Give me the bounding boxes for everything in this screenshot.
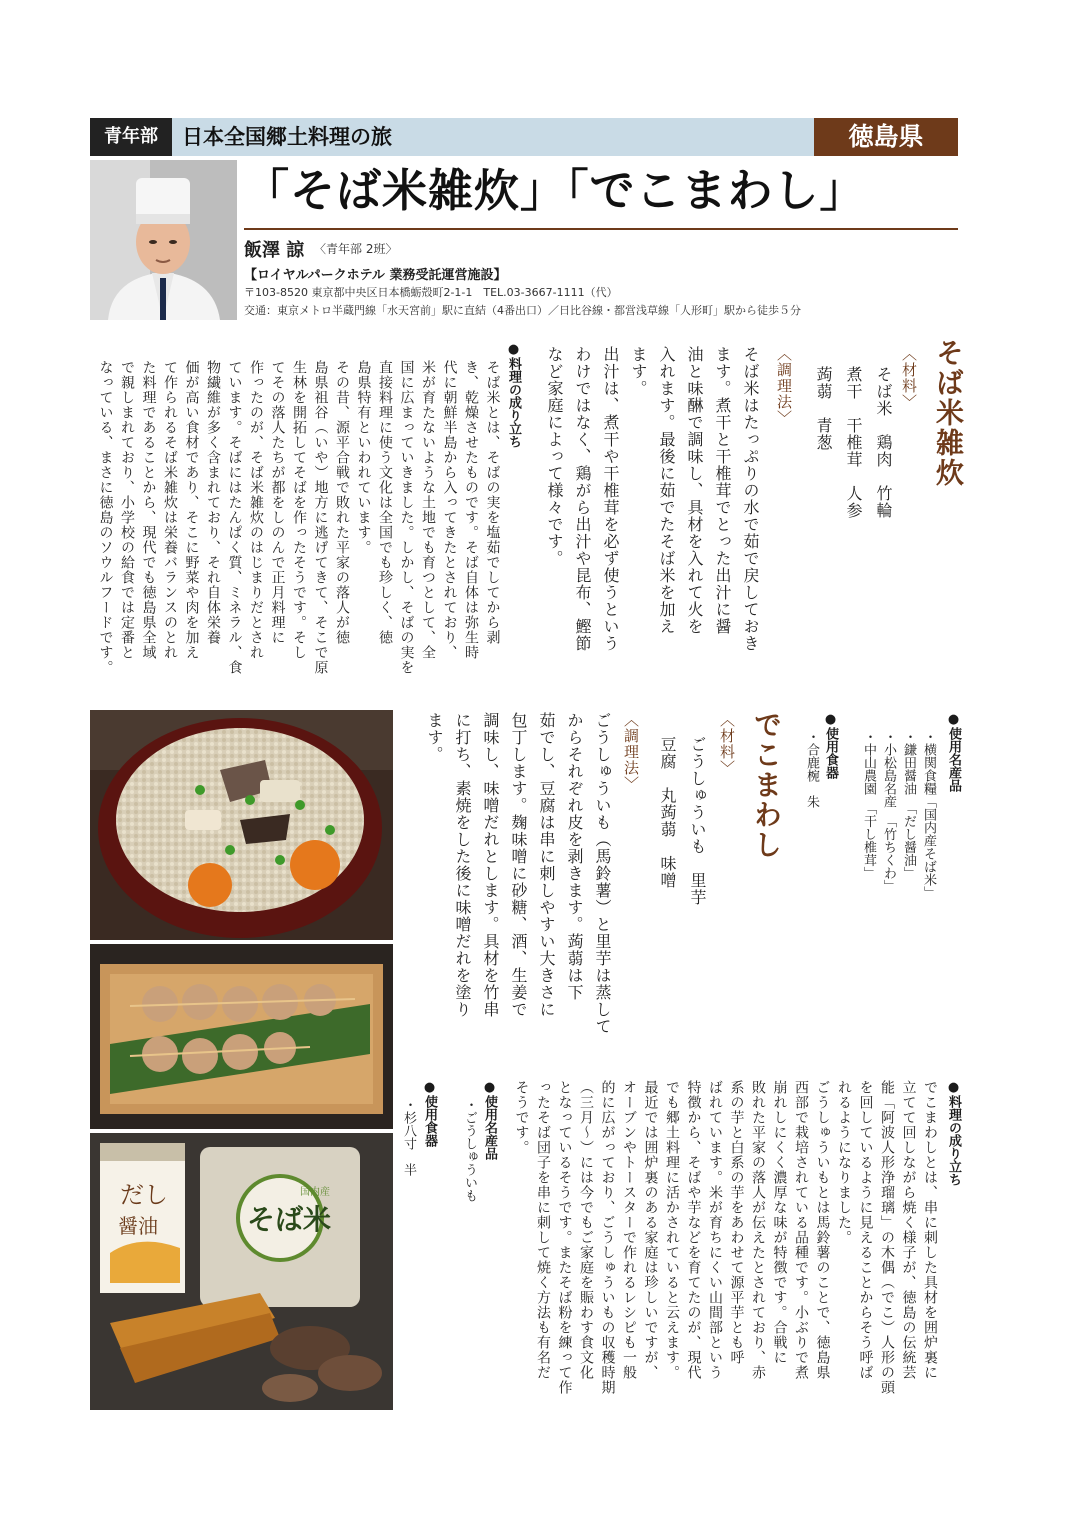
soba-method-line: ます。 <box>629 346 648 397</box>
deko-method-line: ます。 <box>425 712 444 763</box>
deko-materials-head: 〈材料〉 <box>718 712 736 776</box>
soba-origin <box>94 360 503 692</box>
soba-origin-line: で親しまれており、小学校の給食では定番と <box>119 360 135 660</box>
author-group: 〈青年部 2班〉 <box>314 242 398 256</box>
soba-method-line: そば米はたっぷりの水で茹で戻しておき <box>741 346 760 652</box>
deko-method-line: に打ち、素焼をした後に味噌だれを塗り <box>453 712 472 1018</box>
deko-origin-line: となっているそうです。またそば粉を練って作 <box>556 1080 573 1395</box>
deko-origin-line: 立てて回しながら焼く様子が、徳島の伝統芸 <box>900 1080 917 1380</box>
deko-dish-title: でこまわし <box>750 710 783 860</box>
soba-tableware-head: ●使用食器 <box>823 712 838 779</box>
deko-method-head: 〈調理法〉 <box>622 712 640 792</box>
soba-origin-line: 価が高い食材であり、そこに野菜や肉を加え <box>183 360 200 660</box>
soba-product-item: ・小松島名産 「竹ちくわ」 <box>881 730 896 893</box>
deko-origin-line: を回しているように見えることからそう呼ば <box>857 1080 874 1380</box>
soba-method-head: 〈調理法〉 <box>775 346 793 426</box>
soba-material-line: 蒟蒻 青葱 <box>814 366 833 451</box>
deko-origin-line: 崩れしにくく濃厚な味が特徴です。合戦に <box>771 1080 788 1365</box>
soba-method-line: 出汁は、煮干や干椎茸を必ず使うという <box>601 346 620 652</box>
deko-origin-line: ったそば団子を串に刺して焼く方法も有名だ <box>535 1080 551 1380</box>
soba-tableware-item: ・合鹿椀 朱 <box>804 730 819 808</box>
chef-portrait <box>90 160 237 320</box>
deko-method-line: 調味し、味噌だれとします。具材を竹串 <box>481 712 500 1018</box>
deko-origin-line: 最近では囲炉裏のある家庭は珍しいですが、 <box>642 1080 659 1380</box>
access-info: 交通：東京メトロ半蔵門線「水天宮前」駅に直結（4番出口）／日比谷線・都営浅草線「人形町」駅から徒歩５分 <box>244 304 801 317</box>
soba-origin-head: ●料理の成り立ち <box>506 342 521 448</box>
sobamai-label: そば米 <box>247 1205 332 1236</box>
soba-materials-head: 〈材料〉 <box>900 346 918 410</box>
soba-origin-line: 国に広まっていきました。しかし、そばの実を <box>398 360 415 675</box>
deko-origin-line: れるようになりました。 <box>836 1080 852 1245</box>
deko-origin-line: でも郷土料理に活かされていると云えます。 <box>664 1080 680 1380</box>
page-title: 「そば米雑炊」「でこまわし」 <box>244 164 866 217</box>
soba-method-line: 入れます。最後に茹でたそば米を加え <box>657 346 676 635</box>
deko-method-line: 包丁します。麹味噌に砂糖、酒、生姜で <box>509 712 528 1018</box>
soba-origin-line: て作られるそば米雑炊は栄養バランスのとれ <box>162 360 178 660</box>
soba-method-line: ます。煮干と干椎茸でとった出汁に醤 <box>713 346 732 635</box>
soba-method <box>540 346 764 691</box>
deko-tableware-item: ・杉八寸 半 <box>401 1098 416 1176</box>
soba-origin-line: なっている、まさに徳島のソウルフードです。 <box>97 360 114 675</box>
soba-materials <box>808 366 898 666</box>
soba-method-line: など家庭によって様々です。 <box>545 346 564 567</box>
soba-tableware <box>801 730 821 840</box>
deko-origin-line: （三月〜）には今でもご家庭を賑わす食文化 <box>578 1080 594 1380</box>
deko-origin-line: 敗れた平家の落人が伝えたとされており、赤 <box>750 1080 766 1380</box>
soba-origin-line: 物繊維が多く含まれており、それ自体栄養 <box>205 360 221 645</box>
deko-products-head: ●使用名産品 <box>482 1080 497 1160</box>
soba-origin-line: 作ったのが、そば米雑炊のはじまりだとされ <box>248 360 264 660</box>
soba-product-item: ・中山農園 「干し椎茸」 <box>861 730 876 880</box>
deko-materials <box>652 736 712 976</box>
deko-method-line: 茹でし、豆腐は串に刺しやすい大きさに <box>537 712 556 1018</box>
prefecture-badge: 徳島県 <box>814 118 958 156</box>
soba-origin-line: 島県特有といわれています。 <box>355 360 372 555</box>
deko-material-line: 豆腐 丸蒟蒻 味噌 <box>658 736 677 889</box>
deko-origin-line: 系の芋と白系の芋をあわせて源平芋とも呼 <box>728 1080 745 1365</box>
soba-origin-line: 島県祖谷（いや）地方に逃げてきて、そこで原 <box>312 360 329 675</box>
deko-origin-line: 特徴から、そばや芋などを育てたのが、現代 <box>685 1080 702 1380</box>
soba-products-head: ●使用名産品 <box>946 712 961 792</box>
soba-origin-line: 米が育たないような土地でも育つとして、全 <box>420 360 436 660</box>
soba-material-line: そば米 鶏肉 竹輪 <box>874 366 893 519</box>
soba-origin-line: た料理であることから、現代でも徳島県全域 <box>140 360 157 660</box>
deko-tableware <box>398 1098 418 1208</box>
soba-origin-line: てその落人たちが都をしのんで正月料理に <box>269 360 286 645</box>
soba-product-item: ・鎌田醤油 「だし醤油」 <box>901 730 916 880</box>
soba-origin-line: き、乾燥させたものです。そば自体は弥生時 <box>463 360 479 660</box>
deko-origin-line: 西部で栽培されている品種です。小ぶりで煮 <box>793 1080 809 1380</box>
title-divider <box>244 228 958 230</box>
soba-dish-title: そば米雑炊 <box>932 338 965 488</box>
soba-origin-line: 生林を開拓してそばを作ったそうです。そし <box>291 360 307 660</box>
soba-origin-line: 直接料理に使う文化は全国でも珍しく、徳 <box>377 360 393 645</box>
deko-method <box>420 712 616 1058</box>
deko-products <box>459 1098 479 1238</box>
dekomawashi-photo <box>90 944 393 1129</box>
soba-material-line: 煮干 干椎茸 人参 <box>844 366 863 519</box>
deko-origin-line: オーブンやトースターで作れるレシピも一般 <box>621 1080 637 1380</box>
deko-origin-line: 能「阿波人形浄瑠璃」の木偶（でこ）人形の頭 <box>879 1080 895 1395</box>
deko-product-item: ・ごうしゅういも <box>462 1098 477 1202</box>
deko-origin-line: でこまわしとは、串に刺した具材を囲炉裏に <box>922 1080 938 1380</box>
soba-origin-line: ています。そばにはたんぱく質、ミネラル、食 <box>226 360 243 675</box>
soba-method-line: わけではなく、鶏がら出汁や昆布、鰹節 <box>573 346 592 652</box>
soba-product-item: ・横関食糧「国内産そば米」 <box>921 730 936 899</box>
deko-origin-head: ●料理の成り立ち <box>946 1080 961 1186</box>
deko-origin <box>510 1080 940 1410</box>
author-organization: 【ロイヤルパークホテル 業務受託運営施設】 <box>244 268 507 283</box>
deko-method-line: からそれぞれ皮を剥きます。蒟蒻は下 <box>565 712 584 1001</box>
author-name: 飯澤 諒 <box>244 240 305 261</box>
deko-material-line: ごうしゅういも 里芋 <box>688 736 707 906</box>
soba-origin-line: その昔、源平合戦で敗れた平家の落人が徳 <box>334 360 350 645</box>
deko-tableware-head: ●使用食器 <box>422 1080 437 1147</box>
ingredients-photo <box>90 1133 393 1410</box>
section-tag: 青年部 <box>90 118 172 156</box>
soba-method-line: 油と味醂で調味し、具材を入れて火を <box>685 346 704 635</box>
sobamai-badge: 国内産 <box>300 1187 330 1198</box>
series-title: 日本全国郷土料理の旅 <box>182 125 392 149</box>
shoyu-label-1: だし <box>120 1183 168 1209</box>
deko-origin-line: そうです。 <box>513 1080 530 1155</box>
soba-origin-line: そば米とは、そばの実を塩茹でしてから剥 <box>484 360 501 645</box>
deko-origin-line: 的に広がっており、ごうしゅういもの収穫時期 <box>599 1080 616 1395</box>
deko-method-line: ごうしゅういも（馬鈴薯）と里芋は蒸して <box>593 712 612 1035</box>
deko-origin-line: ごうしゅういもとは馬鈴薯のことで、徳島県 <box>814 1080 831 1380</box>
soba-products <box>858 730 938 950</box>
address: 〒103-8520 東京都中央区日本橋蛎殻町2-1-1 TEL.03-3667-1111（代） <box>244 286 618 299</box>
soba-zosui-photo <box>90 710 393 940</box>
soba-origin-line: 代に朝鮮半島から入ってきたとされており、 <box>441 360 458 660</box>
deko-origin-line: ばれています。米が育ちにくい山間部という <box>707 1080 723 1380</box>
shoyu-label-2: 醤油 <box>118 1216 158 1238</box>
